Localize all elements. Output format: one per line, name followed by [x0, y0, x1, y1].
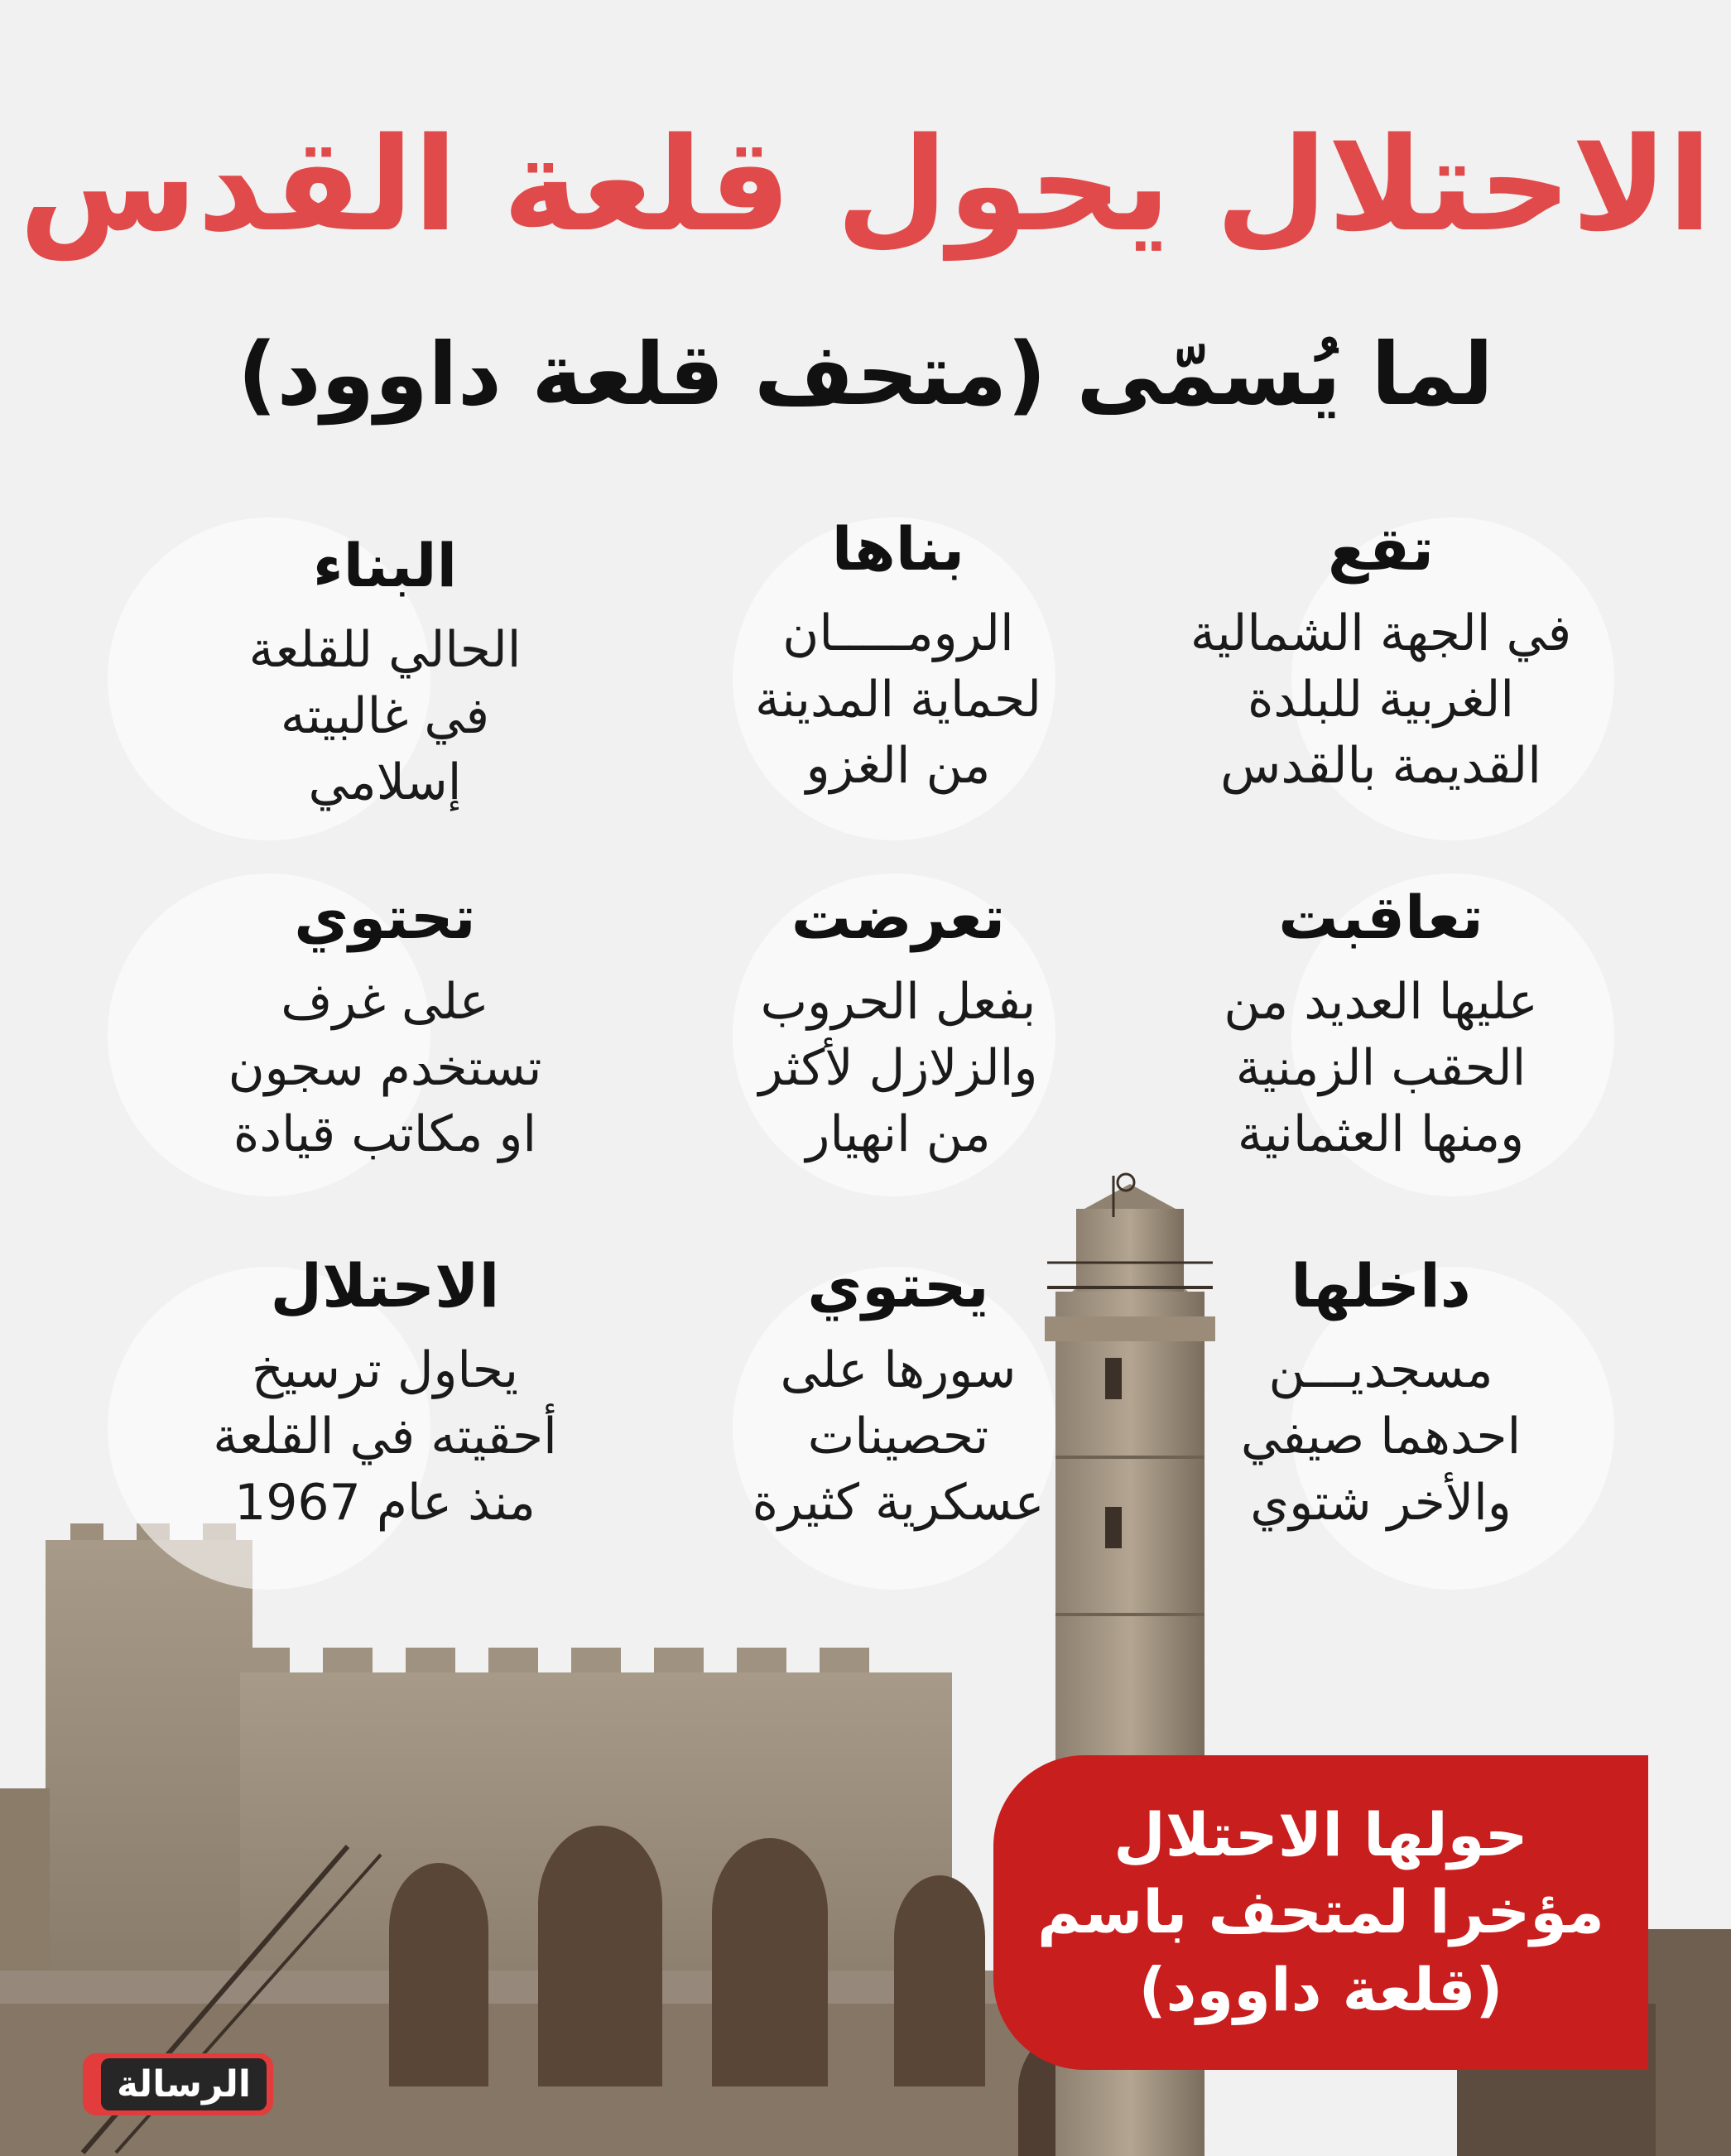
- card-line: سورها على: [780, 1341, 1017, 1400]
- card-heading: تعرضت: [791, 883, 1006, 952]
- info-card-rooms: [153, 882, 617, 1168]
- card-heading: تحتوي: [294, 883, 476, 952]
- callout-line: مؤخرا لمتحف باسم: [1037, 1877, 1604, 1947]
- card-line: الحالي للقلعة: [248, 621, 522, 680]
- card-line: من الغزو: [805, 736, 991, 795]
- card-line: تستخدم سجون: [228, 1039, 542, 1098]
- card-line: عسكرية كثيرة: [752, 1473, 1045, 1532]
- card-heading: داخلها: [1291, 1251, 1471, 1321]
- card-heading: تعاقبت: [1278, 883, 1483, 952]
- info-card-fortifications: [666, 1250, 1130, 1537]
- card-line: تحصينات: [807, 1408, 989, 1466]
- card-line: بفعل الحروب: [760, 973, 1036, 1032]
- card-line: منذ عام 1967: [234, 1473, 536, 1532]
- card-heading: يحتوي: [807, 1251, 989, 1321]
- card-line: لحماية المدينة: [754, 671, 1042, 729]
- subtitle: لما يُسمّى (متحف قلعة داوود): [237, 324, 1494, 425]
- card-line: احدهما صيفي: [1240, 1408, 1522, 1466]
- card-line: عليها العديد من: [1224, 973, 1538, 1032]
- callout-text: [1037, 1797, 1604, 2029]
- callout-line: (قلعة داوود): [1138, 1954, 1503, 2024]
- card-line: مسجديـــن: [1268, 1341, 1493, 1400]
- card-line: الحقب الزمنية: [1235, 1039, 1527, 1098]
- card-line: إسلامي: [308, 753, 462, 811]
- info-card-construction: [153, 530, 617, 816]
- info-card-location: [1149, 513, 1613, 800]
- card-line: على غرف: [281, 973, 489, 1032]
- card-line: من انهيار: [805, 1104, 991, 1163]
- info-card-damage: [666, 882, 1130, 1168]
- callout-line: حولها الاحتلال: [1113, 1799, 1528, 1870]
- info-card-mosques: [1149, 1250, 1613, 1537]
- card-heading: البناء: [312, 531, 458, 600]
- card-heading: بناها: [831, 514, 965, 584]
- card-heading: الاحتلال: [270, 1251, 500, 1321]
- callout-box: [993, 1755, 1648, 2070]
- card-line: او مكاتب قيادة: [233, 1104, 537, 1163]
- card-line: يحاول ترسيخ: [251, 1341, 519, 1400]
- card-line: ومنها العثمانية: [1237, 1104, 1525, 1163]
- card-line: القديمة بالقدس: [1220, 736, 1541, 795]
- info-card-builders: [666, 513, 1130, 800]
- card-line: والأخر شتوي: [1250, 1473, 1512, 1532]
- card-heading: تقع: [1327, 514, 1435, 584]
- card-line: الرومـــــان: [782, 604, 1014, 663]
- brand-logo-text: الرسالة: [101, 2058, 267, 2110]
- card-line: في غالبيته: [280, 687, 490, 746]
- card-line: والزلازل لأكثر: [758, 1039, 1038, 1098]
- info-card-occupation: [153, 1250, 617, 1537]
- card-line: في الجهة الشمالية: [1190, 604, 1572, 663]
- card-line: أحقيته في القلعة: [213, 1408, 557, 1466]
- main-title: الاحتلال يحول قلعة القدس: [19, 109, 1712, 260]
- card-line: الغربية للبلدة: [1247, 671, 1515, 729]
- info-card-eras: [1149, 882, 1613, 1168]
- brand-logo: [83, 2053, 273, 2115]
